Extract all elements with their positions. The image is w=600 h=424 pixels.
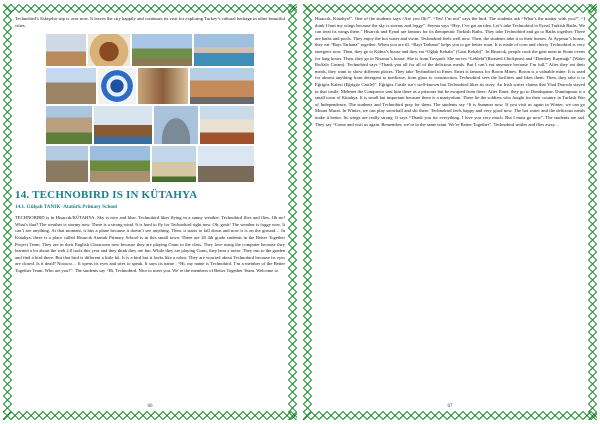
photo-ceramics [97, 67, 137, 105]
photo-castle [45, 67, 97, 105]
photo-palace [151, 145, 197, 183]
chapter-title: 14. TECHNOBIRD IS IN KÜTAHYA [15, 189, 198, 202]
tree-border-bottom [3, 411, 297, 420]
tree-border-top [303, 4, 597, 13]
photo-mosque [45, 33, 87, 67]
page-number-left: 66 [147, 404, 153, 409]
photo-market [137, 67, 189, 105]
intro-paragraph: Technobird’s Eskişehir trip is over now. It leaves the city happily and continues its visit for exploring Turkey’s cultural heritage in other beautiful cities. [15, 16, 285, 28]
photo-street [189, 67, 255, 105]
tree-border-right [588, 4, 597, 420]
photo-landscape [131, 33, 193, 67]
left-page [3, 4, 297, 420]
photo-houses [199, 105, 255, 145]
photo-monument [197, 145, 255, 183]
left-page-content [15, 16, 285, 406]
right-body-text: Hisarcık, Kütahya!”. One of the students says “Are you Ok?”. “Yes! I’m not” says the bird. The students ask “What’s the matter with you?”. “I think I hurt my wings because the sky is stormy and foggy”. Seyma says “Hey, I’ve got an idea. Let’s take Technobird to Eynal Turkish Baths. We can treat its wings there.” Hisarcık and Eynal are famous for its therapeutic Turkish Baths. They take Technobird and go to Baths together. There are baths and pools. They enjoy the hot water and swim. Technobird feels well now. Then, the students take it to their homes. At Ayşenur’s house, they eat “Bayı Tarhana” together. When you are ill, “Bayı Tarhana” helps you to get better soon. It is made of corn and cherry. Technobird is very energetic now. Then, they go to Kübra’s house and they eat “Oğlak Kebabı” (Goat Kebab)”. In Hisarcık, people cook the goat meat in Stone ovens for long hours. Then, they go to Nisanur’s house. She is from Tavşanlı. She serves “Leblebi”(Roasted Chickpeas) and “Dombey Kaymağı” (Water Buffalo Cream). Technobird says “Thank you all for all of the delicious meals. But I can’t eat anymore because I’m full.” After they eat their meals, they want to show different places. They take Technobird to Emet. Emet is famous for Boron Mines. Boron is a valuable mine. It is used for almost anything from detergent to medicine, from glass to construction. Technobird sees the facilities and likes them. Then, they take it to Eğrigöz Kalesi (Eğrigöz Castle)”. Eğrigöz Castle isn’t well-known but Technobird likes its story. An Irish writer claims that Vlad Dracula stayed in that castle. Mehmet the Conqueror sent him there as a prisoner but he escaped from there. After Emet, they go to Dumlupınar. Dumlupınar is a small town of Kütahya. It is small but important because there is a martyrdom. There lie the soldiers who fought for their country in Turkish War of Independence. The students and Technobird pray for them. The students say “It is Summer now. If you visit us again in Winter, we can go Mount Murat. In Winter, we can play snowball and ski there. Technobird feels happy and very good now. The hot water and the delicious meals make it better. Its wings are really strong. It says “Thank you for everything. I love you very much. But I must go now”. The students are sad. They say “Come and visit us again. Remember, we’re in the same team. We’re Better Together”. Technobird smiles and flies away… [315, 16, 585, 127]
right-page [303, 4, 597, 420]
right-page-content [315, 16, 585, 406]
photo-ship [93, 105, 153, 145]
photo-pool [193, 33, 255, 67]
left-body-text: TECHNOBIRD is in Hisarcık/KÜTAHYA. Sky is nice and blue. Technobird likes flying in a sunny weather. Technobird flies and flies. Oh no! What’s that? The weather is stormy now. There is a strong wind. It is hard to fly for Technobird right now. Oh, gosh! The weather is foggy now. It can’t see anything. At that moment, it hits a plane because it doesn’t see anything. Then, it starts to fall down and now it is on the ground… In Kütahya, there is a place called Hisarcık Atatürk Primary School is in this small town. There are 28 4th grade students in the Better Together Project Team. They are in their English Classroom now because they are playing Cram in the class. They love using the computer because they learned a lot about the web 2.0 tools this year and they think they are fun. While they are playing Cram, they hear a noise. They run to the garden and find a bird there. But that bird is different a little bit. It is a bird but it looks like a robot. They are worried about Technobird because its eyes are closed. Is it dead? Nooooo… It opens its eyes and tries to speak. It says its name : “Hi, my name is Technobird. I’m a member of the Better Together Team. Who are you?”. The students say “Hi, Technobird. Nice to meet you. We’re the members of Better Together Team. Welcome to [15, 215, 285, 273]
photo-dome [153, 105, 199, 145]
tree-border-left [3, 4, 12, 420]
photo-kebab [87, 33, 131, 67]
tree-border-top [3, 4, 297, 13]
photo-clock-tower [45, 145, 89, 183]
tree-border-left [303, 4, 312, 420]
kutahya-photo-collage [45, 33, 255, 183]
tree-border-bottom [303, 411, 597, 420]
photo-panorama [89, 145, 151, 183]
author-line: 14.1. Gülşah TANIK- Atatürk Primary School [15, 204, 117, 211]
page-number-right: 67 [447, 404, 453, 409]
tree-border-right [288, 4, 297, 420]
photo-old-town [45, 105, 93, 145]
